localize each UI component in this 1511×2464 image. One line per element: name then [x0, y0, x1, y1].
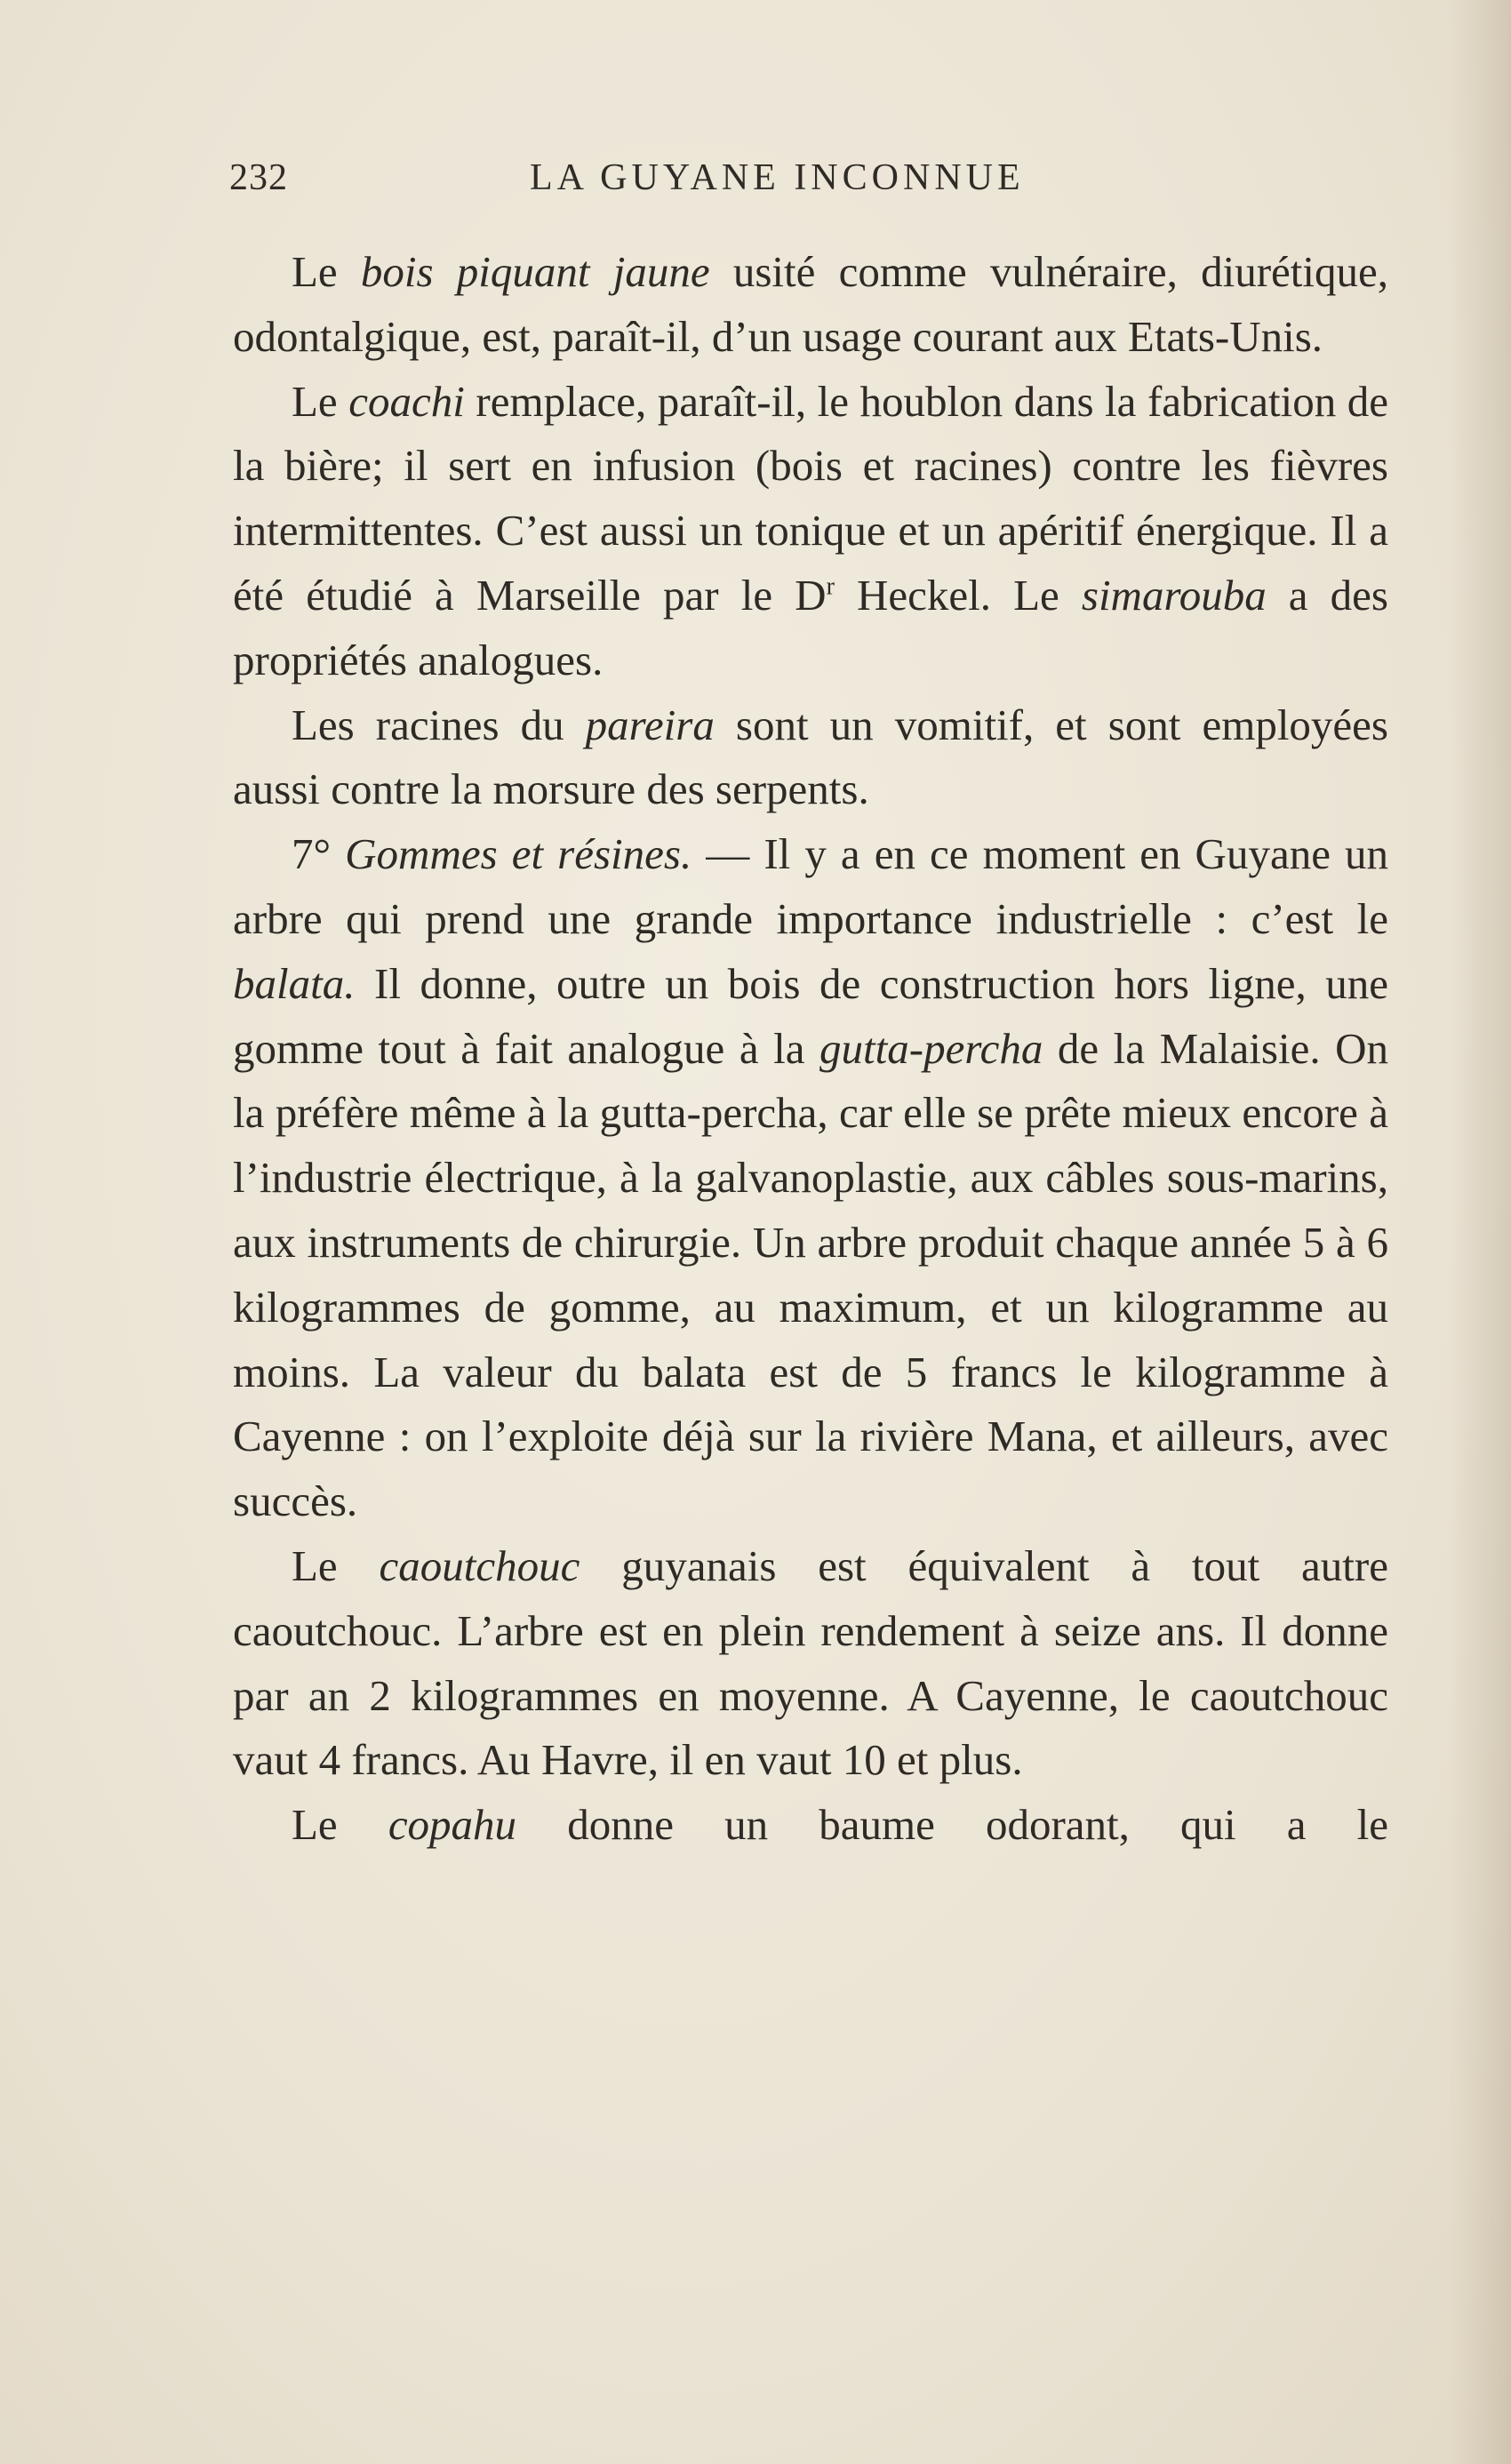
page-edge-shadow	[1449, 0, 1511, 2464]
text-segment: Les racines du	[292, 700, 586, 749]
running-title: LA GUYANE INCONNUE	[530, 157, 1025, 198]
text-segment: Le	[292, 1540, 380, 1590]
italic-term: bois piquant jaune	[360, 247, 710, 296]
paragraph-bois-piquant	[233, 240, 1388, 370]
page-header	[229, 156, 1388, 210]
italic-term: balata.	[233, 958, 356, 1008]
text-segment: Heckel. Le	[834, 570, 1082, 620]
paragraph-copahu	[233, 1793, 1388, 1858]
text-segment: remplace, paraît-il, le houblon dans la fabrication de la bière; il sert en infusion (bois et racines) contre les fièvres intermittentes. C’est aussi un tonique et un apéritif énergique. Il a été étudié à Marseille par le D	[233, 376, 1388, 620]
italic-term: copahu	[388, 1800, 517, 1850]
text-segment: 7°	[292, 829, 346, 879]
text-segment: de la Malaisie. On la préfère même à la gutta-percha, car elle se prête mieux encore à l’industrie électrique, à la galvanoplastie, aux câbles sous-marins, aux instruments de chirurgie. Un arbre produit chaque année 5 à 6 kilogrammes de gomme, au maximum, et un kilogramme au moins. La valeur du balata est de 5 francs le kilogramme à Cayenne : on l’exploite déjà sur la rivière Mana, et ailleurs, avec succès.	[233, 1023, 1388, 1526]
paragraph-gommes-resines	[233, 822, 1388, 1534]
text-segment: donne un baume odorant, qui a le	[516, 1800, 1388, 1850]
text-segment: guyanais est équivalent à tout autre caoutchouc. L’arbre est en plein rendement à seize ans. Il donne par an 2 kilogrammes en moyenne. A Cayenne, le caoutchouc vaut 4 francs. Au Havre, il en vaut 10 et plus.	[233, 1540, 1388, 1785]
italic-term: simarouba	[1081, 570, 1267, 620]
text-segment: Le	[292, 1800, 388, 1850]
paragraph-caoutchouc	[233, 1534, 1388, 1793]
italic-term: pareira	[585, 700, 715, 749]
text-segment: — Il y a en ce moment en Guyane un arbre qui prend une grande importance industrielle : c’est le	[233, 829, 1389, 943]
paragraph-pareira	[233, 693, 1388, 823]
italic-term: caoutchouc	[379, 1540, 580, 1590]
text-segment: Le	[292, 247, 361, 296]
page-number: 232	[229, 157, 288, 198]
italic-term: gutta-percha	[819, 1023, 1043, 1073]
body-text	[233, 240, 1388, 1858]
paragraph-coachi	[233, 370, 1388, 693]
superscript: r	[826, 572, 835, 601]
text-segment: Le	[292, 376, 349, 426]
text-segment: a des propriétés analogues.	[233, 570, 1388, 684]
text-segment: usité comme vulnéraire, diurétique, odontalgique, est, paraît-il, d’un usage courant aux Etats-Unis.	[233, 247, 1388, 361]
section-heading: Gommes et résines.	[345, 829, 692, 879]
italic-term: coachi	[348, 376, 465, 426]
text-segment: Il donne, outre un bois de construction hors ligne, une gomme tout à fait analogue à la	[233, 958, 1388, 1073]
text-segment: sont un vomitif, et sont employées aussi contre la morsure des serpents.	[233, 700, 1388, 814]
